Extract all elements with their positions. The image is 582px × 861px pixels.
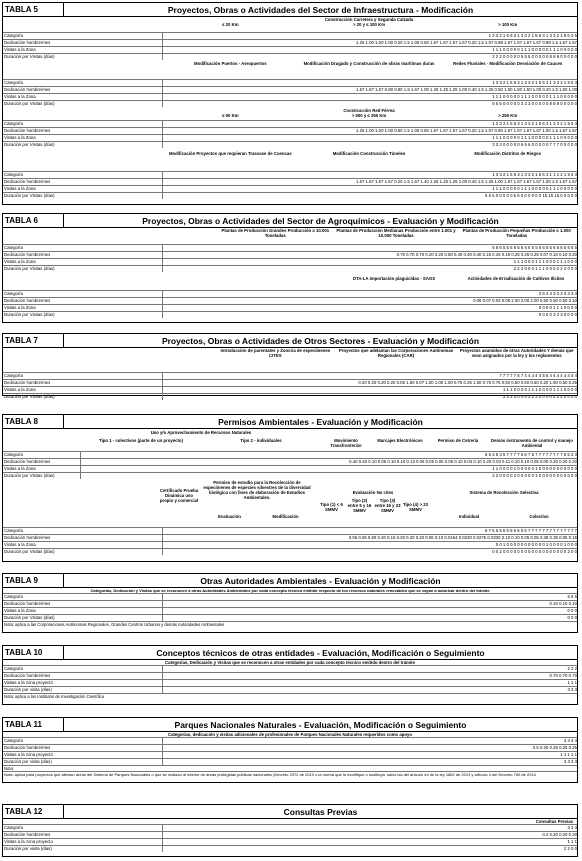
data-block (3, 171, 577, 199)
table-11: TABLA 11 Parques Nacionales Naturales - Evaluación, Modificación o Seguimiento Categorías, dedicación y visitas adicionales de profesionales de Parques Nacionales Naturales requeridos como apoyo Categoría 4 4 4 4 Dedicación hombre/mes 0.5 0.25 0.25 0.25 0.25 Visitas a la zona proyecto 1 1 1 1 1 Duración por visita (días) 3 3 3 3 Nota: Nota: aplica para proyectos que afectan áreas del Sistema de Parques Nacionales o que se realizan al interior de áreas protegidas públicas nacionales (Decreto 2372 de 2010 o la norma que lo modifique o sustituya, salvo las del artículo 44 de la ley 1682 de 2013 y artículo 4 del Decreto 769 de 2014 (2, 717, 578, 783)
table-number: TABLA 7 (3, 334, 64, 347)
group-header: Construcción Carretera y Segunda Calzada (324, 17, 414, 22)
table-row: Visitas a la Zona 1 1 1 0 0 0 0 0 1 1 1 0 0 0 0 0 1 1 1 0 0 0 0 0 (4, 186, 577, 191)
subheader: Consultas Previas (535, 819, 573, 824)
col-header: > 100 Km (498, 22, 518, 27)
col-header: ≤ 20 Km (222, 22, 239, 27)
table-title: Otras Autoridades Ambientales - Evaluación y Modificación (200, 575, 441, 586)
table-row: Visitas a la Zona 1 1 1 0 0 0 0 0 1 1 1 0 0 0 0 0 1 1 1 0 0 0 0 0 (4, 135, 577, 140)
table-row: Duración por Visitas (días) 2 2 2 0 0 0 0 0 5 5 5 0 0 0 0 0 8 8 8 0 0 0 0 0 (4, 54, 577, 59)
table-8: TABLA 8 Permisos Ambientales - Evaluación y Modificación Uso y/o Aprovechamiento de Recursos Naturales Tipo 1 - colectivos (parte de un proyecto) Tipo 2 - individuales Movimiento Transfronterizo Marcajes Electrónicos Permiso de Cetrería Demás instrumento de control y manejo Ambiental Categoría 5 6 3 5 3 6 7 7 7 7 6 6 7 6 7 7 7 7 7 7 7 7 6 5 3 3 Dedicación hombre/mes 0.40 0.40 0.10 0.06 0.10 0.10 0.13 0.06 0.05 0.06 0.05 0.10 0.03 0.10 0.20 0.03 0.11 0.10 0.10 0.05 0.05 0.20 0.20 0.20 Visitas a la Zona 1 1 0 0 0 0 1 0 0 0 0 0 1 0 0 0 0 0 0 0 0 0 0 0 Duración por Visitas (días) 2 2 0 0 0 0 2 0 0 0 0 0 1 0 0 0 0 0 0 0 0 0 0 0 Certificado Prueba Dinámica uso propio y comercial Permiso de estudio para la Recolección de especímenes de especies silvestres de la diversidad biológica con fines de elaboración de Estudios Ambientales. Evaluación Modificación Evaluación No cites Sistema de Recolección Selectiva Individual Colectivo Tipo (1) < 6 SMMV Tipo (2) entre 5 y 16 SMMV Tipo (3) entre 16 y 23 SMMV Tipo (4) > 23 SMMV Categoría 6 7 5 5 5 5 6 6 6 6 5 6 7 7 7 7 7 7 7 7 7 7 7 7 7 7 Dedicación hombre/mes 0.06 0.06 0.50 0.20 0.15 0.30 0.20 0.20 0.06 0.10 0.0164 0.0220 0.0275 0.0330 0.10 0.10 0.05 0.05 0.38 0.35 0.05 0.15 Visitas a la Zona 0 0 1 0 0 0 0 0 0 0 0 0 0 0 1 0 0 0 0 1 0 0 0 Duración por Visitas (días) 0 0 2 0 0 0 0 0 0 0 0 0 0 0 0 0 0 0 0 0 0 2 0 0 (2, 414, 578, 562)
table-title: Proyectos, Obras o Actividades del Sector de Agroquímicos - Evaluación y Modificación (142, 215, 499, 226)
col-header: Modificación Proyectos que requieran Trasvase de Cuencas (168, 151, 292, 156)
col-header: Introducción de parentales y Zoocría de especímenes CITES (220, 348, 331, 358)
table-number: TABLA 12 (3, 805, 64, 818)
table-row: Visitas a la Zona 1 1 1 0 0 0 0 0 1 1 1 0 0 0 0 0 1 1 1 0 0 0 0 0 (4, 47, 577, 52)
data-block (3, 79, 577, 107)
data-block: Categoría 5 6 6 5 5 6 6 5 5 6 6 5 5 6 6 5 5 6 6 5 5 6 6 5 Dedicación hombre/mes 0.70 0.70 0.70 0.20 0.20 0.50 0.40 0.40 0.40 0.15 0.15 0.15 0.25 0.25 0.25 0.07 0.10 0.10 0.20 Visitas a la Zona 1 1 1 0 0 0 1 1 1 0 0 0 1 1 1 0 0 0 Duración por Visitas (días) 2 2 2 0 0 0 1 1 1 0 0 0 2 2 2 0 0 0 (4, 245, 577, 271)
table-number: TABLA 8 (3, 415, 64, 428)
subheader: Categorías, Dedicación y Visitas que se reconocen a otras entidades por cada concepto técnico emitido dentro del trámite (165, 660, 415, 665)
table-row: Dedicación hombre/mes 1.25 1.00 1.00 1.00 0.80 1.5 1.00 0.80 1.67 1.67 1.67 1.67 0.20 1.5 1.67 0.80 1.67 1.67 1.67 1.67 1.00 1.5 1.67 1.67 (4, 128, 577, 133)
subheader: Categorías, dedicación y visitas adicionales de profesionales de Parques Nacionales Naturales requeridos como apoyo (167, 732, 413, 737)
table-row: Dedicación hombre/mes 1.67 1.67 1.67 0.80 0.80 1.5 1.67 1.00 1.25 1.25 1.25 1.00 0.40 1.5 1.25 0.50 1.50 1.50 1.50 1.00 0.20 1.5 1.50 1.00 (4, 87, 577, 92)
table-number: TABLA 5 (3, 3, 64, 16)
table-row: Dedicación hombre/mes 1.25 1.00 1.00 1.00 0.20 1.5 1.00 0.50 1.67 1.67 1.67 1.67 0.20 1.5 1.67 0.88 1.67 1.67 1.67 1.67 0.88 1.5 1.67 1.67 (4, 40, 577, 45)
col-header: Modificación Distritos de Riegos (474, 151, 541, 156)
table-title: Proyectos, Obras o Actividades del Sector de Infraestructura - Modificación (167, 4, 474, 15)
table-row: Categoría 1 3 3 2 1 5 6 3 1 3 3 2 1 5 6 3 1 3 3 2 1 5 6 3 (4, 121, 577, 126)
group-header: Construcción Red Férrea (343, 108, 395, 113)
table-title: Conceptos técnicos de otras entidades - Evaluación, Modificación o Seguimiento (156, 647, 485, 658)
table-row: Dedicación hombre/mes 1.67 1.67 1.67 1.67 0.20 1.5 1.67 1.40 1.25 1.25 1.25 1.00 0.40 1.5 1.25 1.00 1.67 1.67 1.67 1.67 1.00 1.5 1.67 1.67 (4, 179, 577, 184)
table-10: TABLA 10 Conceptos técnicos de otras entidades - Evaluación, Modificación o Seguimiento Categorías, Dedicación y Visitas que se reconocen a otras entidades por cada concepto técnico emitido dentro del trámite Categoría 2 2 2 Dedicación hombre/mes 0.70 0.70 0.70 Visitas a la zona proyecto 1 1 1 Duración por visita (días) 3 3 3 Nota: aplica a los Institutos de Investigación Científica (2, 645, 578, 705)
note: Nota: (3, 765, 577, 771)
col-header: Plantas de Producción Grandes Producción ≥ 10.001 Toneladas (221, 228, 330, 238)
data-block (3, 120, 577, 148)
table-6 (2, 213, 578, 323)
table-title: Proyectos, Obras o Actividades de Otros Sectores - Evaluación y Modificación (161, 335, 480, 346)
col-header: Redes Fluviales · Modificación Desviación de Cauces (453, 61, 563, 66)
table-9: TABLA 9 Otras Autoridades Ambientales - Evaluación y Modificación Categorías, Dedicación y Visitas que se reconocen a otras Autoridades Ambientales por cada concepto técnico emitido respecto de los recursos naturales renovables que se vayan a autorizar dentro del trámite Categoría 6 6 5 Dedicación hombre/mes 0.10 0.10 0.10 Visitas a la Zona 0 0 0 Duración por Visitas (días) 0 0 0 Nota: aplica a las Corporaciones Autónomas Regionales, Grandes Centros Urbanos y demás Autoridades Ambientales (2, 573, 578, 633)
table-row: Categoría 1 3 3 2 1 5 6 3 1 3 3 2 1 5 6 3 1 3 3 2 1 5 6 3 5 (4, 33, 577, 38)
data-block: Categoría 7 7 7 7 7 6 7 4 4 4 4 4 5 6 4 4 4 4 4 4 4 4 Dedicación hombre/mes 0.20 0.20 0.20 0.20 0.05 1.50 0.07 1.00 1.00 1.00 0.75 0.25 1.50 0.75 0.75 0.50 0.50 0.50 0.50 0.20 1.50 0.50 0.25 Visitas a la Zona 1 1 1 0 0 0 0 1 1 1 0 0 0 0 1 1 1 0 0 0 0 Duración por Visitas (días) 2 2 2 0 0 0 0 2 2 2 0 0 0 0 2 2 2 0 0 0 0 (4, 373, 577, 399)
data-block: Categoría 6 7 5 5 5 5 6 6 6 6 5 6 7 7 7 7 7 7 7 7 7 7 7 7 7 7 Dedicación hombre/mes 0.06 0.06 0.50 0.20 0.15 0.30 0.20 0.20 0.06 0.10 0.0164 0.0220 0.0275 0.0330 0.10 0.10 0.05 0.05 0.38 0.35 0.05 0.15 Visitas a la Zona 0 0 1 0 0 0 0 0 0 0 0 0 0 0 1 0 0 0 0 1 0 0 0 Duración por Visitas (días) 0 0 2 0 0 0 0 0 0 0 0 0 0 0 0 0 0 0 0 0 0 2 0 0 (4, 528, 577, 554)
data-block: Categoría 5 6 3 5 3 6 7 7 7 7 6 6 7 6 7 7 7 7 7 7 7 7 6 5 3 3 Dedicación hombre/mes 0.40 0.40 0.10 0.06 0.10 0.10 0.13 0.06 0.05 0.06 0.05 0.10 0.03 0.10 0.20 0.03 0.11 0.10 0.10 0.05 0.05 0.20 0.20 0.20 Visitas a la Zona 1 1 0 0 0 0 1 0 0 0 0 0 1 0 0 0 0 0 0 0 0 0 0 0 Duración por Visitas (días) 2 2 0 0 0 0 2 0 0 0 0 0 1 0 0 0 0 0 0 0 0 0 0 0 (4, 452, 577, 478)
table-row: Duración por Visitas (días) 5 5 5 0 0 0 0 0 5 5 5 0 0 0 0 0 15 15 15 0 0 0 0 0 (4, 193, 577, 198)
col-header: Proyectos que adelantan las Corporaciones Autónomas Regionales (CAR) (338, 348, 454, 358)
table-row: Categoría 1 3 3 2 1 5 6 3 1 3 3 2 1 5 6 3 1 1 1 2 1 5 6 3 (4, 172, 577, 177)
data-block (3, 32, 577, 60)
table-row: Duración por Visitas (días) 3 3 3 0 0 0 0 0 6 6 6 0 0 0 0 0 7 7 7 0 0 0 0 0 (4, 142, 577, 147)
col-header: Modificación Dragado y Construcción de obras marítimas duras (303, 61, 435, 66)
col-header: > 20 y ≤ 100 Km (352, 22, 386, 27)
table-title: Consultas Previas (283, 806, 358, 817)
table-row: Categoría 1 3 3 2 1 5 6 3 1 3 3 2 1 5 6 3 1 3 3 2 1 5 6 3 (4, 80, 577, 85)
table-7 (2, 333, 578, 399)
table-12: TABLA 12 Consultas Previas Consultas Previas Categoría 3 3 3 Dedicación hombre/mes 0.2 0.20 0.20 0.20 Visitas a la zona proyecto 1 1 1 Duración por visita (días) 2 2 0 0 (2, 804, 578, 857)
col-header: Actividades de Erradicación de Cultivos Ilícitos (467, 276, 565, 281)
col-header: Plantas de Producción Pequeñas Producción ≤ 1.000 Toneladas (462, 228, 571, 238)
table-row: Visitas a la Zona 1 1 1 0 0 0 0 0 1 1 1 0 0 0 0 0 1 1 1 0 0 0 0 0 (4, 94, 577, 99)
table-row: Duración por Visitas (días) 5 5 5 0 0 0 0 0 3 3 3 0 0 0 0 0 8 8 8 0 0 0 0 0 (4, 101, 577, 106)
table-number: TABLA 6 (3, 214, 64, 227)
col-header: Modificación Construcción Túneles (332, 151, 406, 156)
table-5: TABLA 5 Proyectos, Obras o Actividades del Sector de Infraestructura - Modificación Construcción Carretera y Segunda Calzada ≤ 20 Km > 20 y ≤ 100 Km > 100 Km Categoría 1 3 3 2 1 5 6 3 1 3 3 2 1 5 6 3 1 3 3 2 1 5 6 3 5 Dedicación hombre/mes 1.25 1.00 1.00 1.00 0.20 1.5 1.00 0.50 1.67 1.67 1.67 1.67 0.20 1.5 1.67 0.88 1.67 1.67 1.67 1.67 0.88 1.5 1.67 1.67 Visitas a la Zona 1 1 1 0 0 0 0 0 1 1 1 0 0 0 0 0 1 1 1 0 0 0 0 0 Duración por Visitas (días) 2 2 2 0 0 0 0 0 5 5 5 0 0 0 0 0 8 8 8 0 0 0 0 0 Modificación Puertos - Aeropuertos Modificación Dragado y Construcción de obras marítimas duras Redes Fluviales · Modificación Desviación de Cauces Categoría 1 3 3 2 1 5 6 3 1 3 3 2 1 5 6 3 1 3 3 2 1 5 6 3 Dedicación hombre/mes 1.67 1.67 1.67 0.80 0.80 1.5 1.67 1.00 1.25 1.25 1.25 1.00 0.40 1.5 1.25 0.50 1.50 1.50 1.50 1.00 0.20 1.5 1.50 1.00 Visitas a la Zona 1 1 1 0 0 0 0 0 1 1 1 0 0 0 0 0 1 1 1 0 0 0 0 0 Duración por Visitas (días) 5 5 5 0 0 0 0 0 3 3 3 0 0 0 0 0 8 8 8 0 0 0 0 0 Construcción Red Férrea ≤ 50 Km > 500 y ≤ 250 Km > 250 Km Categoría 1 3 3 2 1 5 6 3 1 3 3 2 1 5 6 3 1 3 3 2 1 5 6 3 Dedicación hombre/mes 1.25 1.00 1.00 1.00 0.80 1.5 1.00 0.80 1.67 1.67 1.67 1.67 0.20 1.5 1.67 0.80 1.67 1.67 1.67 1.67 1.00 1.5 1.67 1.67 Visitas a la Zona 1 1 1 0 0 0 0 0 1 1 1 0 0 0 0 0 1 1 1 0 0 0 0 0 Duración por Visitas (días) 3 3 3 0 0 0 0 0 6 6 6 0 0 0 0 0 7 7 7 0 0 0 0 0 Modificación Proyectos que requieran Trasvase de Cuencas Modificación Construcción Túneles Modificación Distritos de Riegos Categoría 1 3 3 2 1 5 6 3 1 3 3 2 1 5 6 3 1 1 1 2 1 5 6 3 Dedicación hombre/mes 1.67 1.67 1.67 1.67 0.20 1.5 1.67 1.40 1.25 1.25 1.25 1.00 0.40 1.5 1.25 1.00 1.67 1.67 1.67 1.67 1.00 1.5 1.67 1.67 Visitas a la Zona 1 1 1 0 0 0 0 0 1 1 1 0 0 0 0 0 1 1 1 0 0 0 0 0 Duración por Visitas (días) 5 5 5 0 0 0 0 0 5 5 5 0 0 0 0 0 15 15 15 0 0 0 0 0 (2, 2, 578, 205)
col-header: Proyectos asumidos de otras Autoridades Y demás que sean asignados por la ley y los reglamentos (459, 348, 574, 358)
data-block: Categoría 3 5 4 3 3 3 3 3 3 3 3 Dedicación hombre/mes 0.08 0.07 0.03 0.08 2.00 2.00 2.00 0.50 0.50 0.50 0.10 Visitas a la Zona 0 0 0 0 1 1 1 0 0 0 0 Duración por Visitas (días) 0 0 0 0 3 3 3 0 0 0 0 (4, 291, 577, 317)
note: Nota: aplica para proyectos que afectan áreas del Sistema de Parques Nacionales o que se realizan al interior de áreas protegidas públicas nacionales (Decreto 2372 de 2010 o la norma que lo modifique o sustituya, salvo las del artículo 44 de la ley 1682 de 2013 y artículo 4 del Decreto 769 de 2014 (3, 771, 577, 777)
subheader: Categorías, Dedicación y Visitas que se reconocen a otras Autoridades Ambientales por cada concepto técnico emitido respecto de los recursos naturales renovables que se vayan a autorizar dentro del trámite (90, 588, 490, 593)
table-title: Parques Nacionales Naturales - Evaluación, Modificación o Seguimiento (174, 719, 467, 730)
table-number: TABLA 10 (3, 646, 64, 659)
table-number: TABLA 9 (3, 574, 64, 587)
note: Nota: aplica a los Institutos de Investigación Científica (3, 693, 577, 699)
table-number: TABLA 11 (3, 718, 64, 731)
note: Nota: aplica a las Corporaciones Autónomas Regionales, Grandes Centros Urbanos y demás Autoridades Ambientales (3, 621, 577, 627)
col-header: Plantas de Producción Medianas Producción entre 1.001 y 10.000 Toneladas (336, 228, 456, 238)
table-title: Permisos Ambientales - Evaluación y Modificación (218, 416, 423, 427)
col-header: Modificación Puertos - Aeropuertos (194, 61, 267, 66)
col-header: DTA-LA Importación plaguicidas - SAOS (352, 276, 436, 281)
